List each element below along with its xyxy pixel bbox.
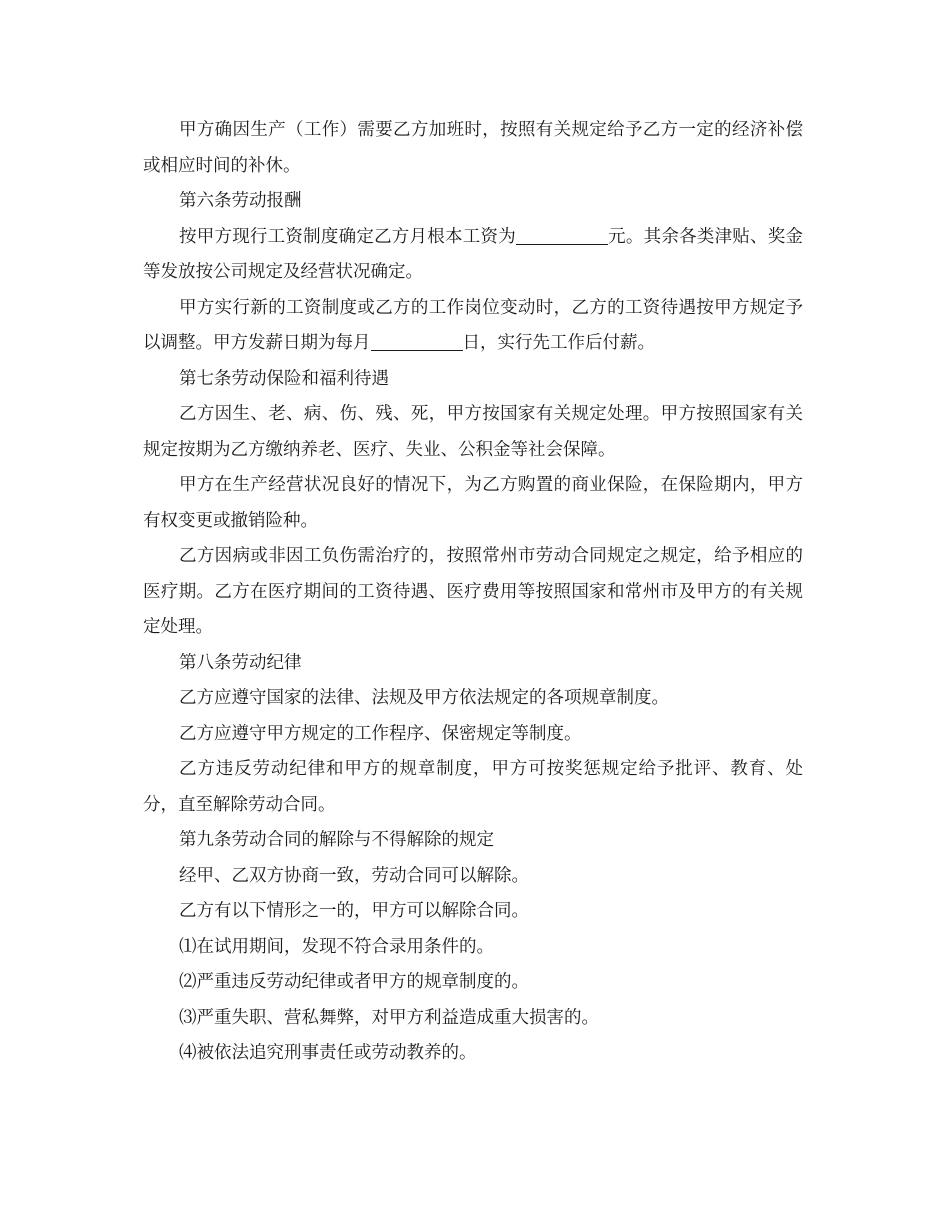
list-item: ⑴在试用期间，发现不符合录用条件的。 bbox=[179, 936, 494, 957]
heading-article-6: 第六条劳动报酬 bbox=[179, 191, 302, 211]
payday-blank[interactable] bbox=[371, 332, 463, 351]
paragraph-overtime: 甲方确因生产（工作）需要乙方加班时，按照有关规定给予乙方一定的经济补偿或相应时间的补休。 bbox=[143, 120, 803, 176]
paragraph-medical-period: 乙方因病或非因工负伤需治疗的，按照常州市劳动合同规定之规定，给予相应的医疗期。乙方在医疗期间的工资待遇、医疗费用等按照国家和常州市及甲方的有关规定处理。 bbox=[143, 546, 803, 637]
paragraph-social-security: 乙方因生、老、病、伤、残、死，甲方按国家有关规定处理。甲方按照国家有关规定按期为乙方缴纳养老、医疗、失业、公积金等社会保障。 bbox=[143, 404, 803, 460]
paragraph-base-salary bbox=[143, 220, 803, 291]
heading-article-9: 第九条劳动合同的解除与不得解除的规定 bbox=[179, 830, 494, 850]
list-item: ⑵严重违反劳动纪律或者甲方的规章制度的。 bbox=[179, 972, 529, 992]
heading-article-7: 第七条劳动保险和福利待遇 bbox=[179, 368, 389, 389]
salary-amount-blank[interactable] bbox=[516, 226, 608, 245]
document-page bbox=[143, 113, 803, 1072]
paragraph-mutual-termination: 经甲、乙双方协商一致，劳动合同可以解除。 bbox=[179, 865, 529, 886]
paragraph-termination-cases: 乙方有以下情形之一的，甲方可以解除合同。 bbox=[179, 901, 529, 921]
text-segment: 日，实行先工作后付薪。 bbox=[462, 333, 655, 353]
paragraph-violation: 乙方违反劳动纪律和甲方的规章制度，甲方可按奖惩规定给予批评、教育、处分，直至解除劳动合同。 bbox=[143, 759, 803, 815]
text-segment: 按甲方现行工资制度确定乙方月根本工资为 bbox=[179, 226, 516, 247]
text-segment: 元。其余各类津贴、奖金等发放按公司规定及经营状况确定。 bbox=[143, 226, 804, 282]
paragraph-obey-procedures: 乙方应遵守甲方规定的工作程序、保密规定等制度。 bbox=[179, 723, 582, 744]
text-segment: 甲方实行新的工资制度或乙方的工作岗位变动时，乙方的工资待遇按甲方规定予以调整。甲方发薪日期为每月 bbox=[143, 297, 803, 353]
paragraph-salary-adjust bbox=[143, 291, 803, 362]
list-item: ⑶严重失职、营私舞弊，对甲方利益造成重大损害的。 bbox=[179, 1007, 599, 1028]
paragraph-obey-laws: 乙方应遵守国家的法律、法规及甲方依法规定的各项规章制度。 bbox=[179, 688, 669, 708]
list-item: ⑷被依法追究刑事责任或劳动教养的。 bbox=[179, 1043, 477, 1063]
paragraph-commercial-insurance: 甲方在生产经营状况良好的情况下，为乙方购置的商业保险，在保险期内，甲方有权变更或撤销险种。 bbox=[143, 475, 803, 531]
heading-article-8: 第八条劳动纪律 bbox=[179, 652, 302, 673]
